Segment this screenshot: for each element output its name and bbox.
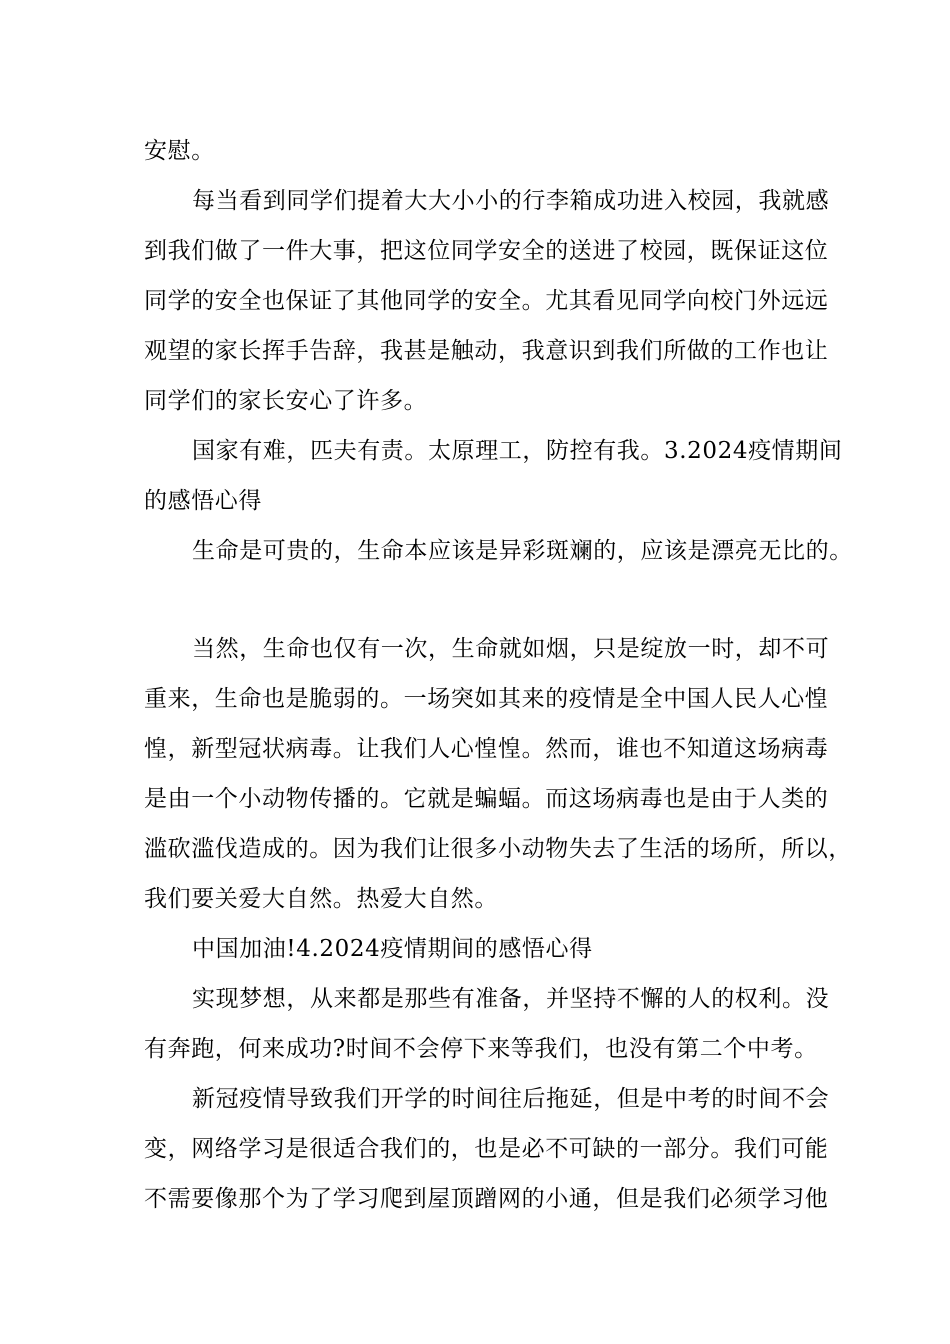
- paragraph-line: 中国加油!4.2024疫情期间的感悟心得: [192, 936, 593, 962]
- paragraph-line: 国家有难，匹夫有责。太原理工，防控有我。3.2024疫情期间: [192, 438, 843, 464]
- paragraph-line: 观望的家长挥手告辞，我甚是触动，我意识到我们所做的工作也让: [144, 338, 829, 364]
- paragraph-line: 不需要像那个为了学习爬到屋顶蹭网的小通，但是我们必须学习他: [144, 1186, 829, 1212]
- paragraph-line: 每当看到同学们提着大大小小的行李箱成功进入校园，我就感: [192, 188, 830, 214]
- paragraph-line: 有奔跑，何来成功?时间不会停下来等我们，也没有第二个中考。: [144, 1036, 818, 1062]
- paragraph-line: 滥砍滥伐造成的。因为我们让很多小动物失去了生活的场所，所以，: [144, 836, 852, 862]
- paragraph-line: 我们要关爱大自然。热爱大自然。: [144, 886, 498, 912]
- paragraph-line: 生命是可贵的，生命本应该是异彩斑斓的，应该是漂亮无比的。: [192, 538, 853, 564]
- paragraph-line: 变，网络学习是很适合我们的，也是必不可缺的一部分。我们可能: [144, 1136, 829, 1162]
- paragraph-line: 惶，新型冠状病毒。让我们人心惶惶。然而，谁也不知道这场病毒: [144, 736, 829, 762]
- paragraph-line: 当然，生命也仅有一次，生命就如烟，只是绽放一时，却不可: [192, 636, 830, 662]
- paragraph-line: 的感悟心得: [144, 488, 262, 514]
- paragraph-line: 同学们的家长安心了许多。: [144, 388, 428, 414]
- paragraph-line: 重来，生命也是脆弱的。一场突如其来的疫情是全中国人民人心惶: [144, 686, 829, 712]
- paragraph-line: 同学的安全也保证了其他同学的安全。尤其看见同学向校门外远远: [144, 288, 829, 314]
- paragraph-line: 实现梦想，从来都是那些有准备，并坚持不懈的人的权利。没: [192, 986, 830, 1012]
- paragraph-line: 新冠疫情导致我们开学的时间往后拖延，但是中考的时间不会: [192, 1086, 830, 1112]
- paragraph-line: 是由一个小动物传播的。它就是蝙蝠。而这场病毒也是由于人类的: [144, 786, 829, 812]
- paragraph-line: 到我们做了一件大事，把这位同学安全的送进了校园，既保证这位: [144, 238, 829, 264]
- paragraph-line: 安慰。: [144, 138, 215, 164]
